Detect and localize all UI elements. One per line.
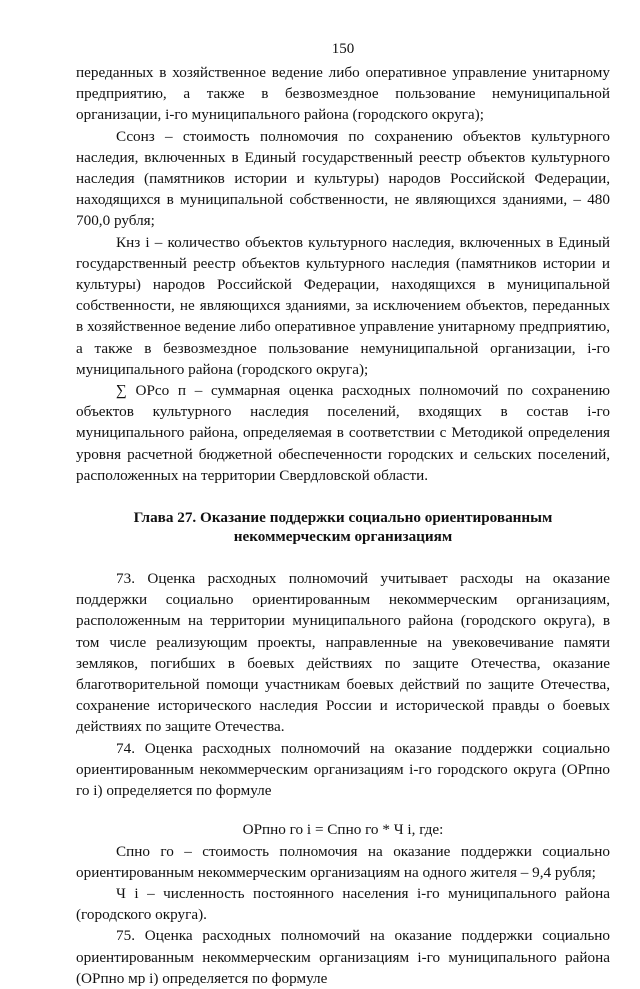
paragraph-ssonz-definition: Ссонз – стоимость полномочия по сохранению объектов культурного наследия, включенных в Единый государственный реестр объектов культурного наследия (памятников истории и культуры) народов Российской Федерации, находящихся в муниципальной собственности, не являющихся зданиями, – 480 700,0 рубля; xyxy=(76,127,610,230)
paragraph-73: 73. Оценка расходных полномочий учитывает расходы на оказание поддержки социально ориентированным некоммерческим организациям, расположенным на территории муниципального района (городского округа), в том числе реализующим проекты, направленные на увековечивание памяти земляков, погибших в боевых действиях по защите Отечества, оказание благотворительной помощи участникам боевых действий по защите Отечества, сохранение исторического наследия России и исторической правды о боевых действиях по защите Отечества. xyxy=(76,570,610,736)
paragraph-75: 75. Оценка расходных полномочий на оказание поддержки социально ориентированным некоммерческим организациям i-го муниципального района (ОРпно мр i) определяется по формуле xyxy=(76,927,610,987)
paragraph-knz-definition: Кнз i – количество объектов культурного наследия, включенных в Единый государственный реестр объектов культурного наследия (памятников истории и культуры) народов Российской Федерации, находящихся в муниципальной собственности, не являющихся зданиями, за исключением объектов, переданных в хозяйственное ведение либо оперативное управление унитарному предприятию, а также в безвозмездное пользование немуниципальной организации, i-го муниципального района (городского округа); xyxy=(76,233,610,378)
document-body xyxy=(76,62,610,989)
paragraph-74: 74. Оценка расходных полномочий на оказание поддержки социально ориентированным некоммерческим организациям i-го городского округа (ОРпно го i) определяется по формуле xyxy=(76,739,610,800)
formula-orpno-go: ОРпно го i = Спно го * Ч i, где: xyxy=(242,821,444,839)
paragraph-orso-sum-definition: ∑ ОРсо п – суммарная оценка расходных полномочий по сохранению объектов культурного наследия поселений, входящих в состав i-го муниципального района, определяемая в соответствии с Методикой определения уровня расчетной бюджетной обеспеченности городских и сельских поселений, расположенных на территории Свердловской области. xyxy=(76,382,610,484)
chapter-heading: Глава 27. Оказание поддержки социально ориентированным некоммерческим организациям xyxy=(133,509,553,546)
paragraph-continuation: переданных в хозяйственное ведение либо оперативное управление унитарному предприятию, а также в безвозмездное пользование немуниципальной организации, i-го муниципального района (городского округа); xyxy=(76,64,610,124)
paragraph-spno-definition: Спно го – стоимость полномочия на оказание поддержки социально ориентированным некоммерческим организациям на одного жителя – 9,4 рубля; xyxy=(76,842,610,881)
paragraph-ch-definition: Ч i – численность постоянного населения i-го муниципального района (городского округа). xyxy=(76,884,610,924)
page-number: 150 xyxy=(331,41,355,57)
